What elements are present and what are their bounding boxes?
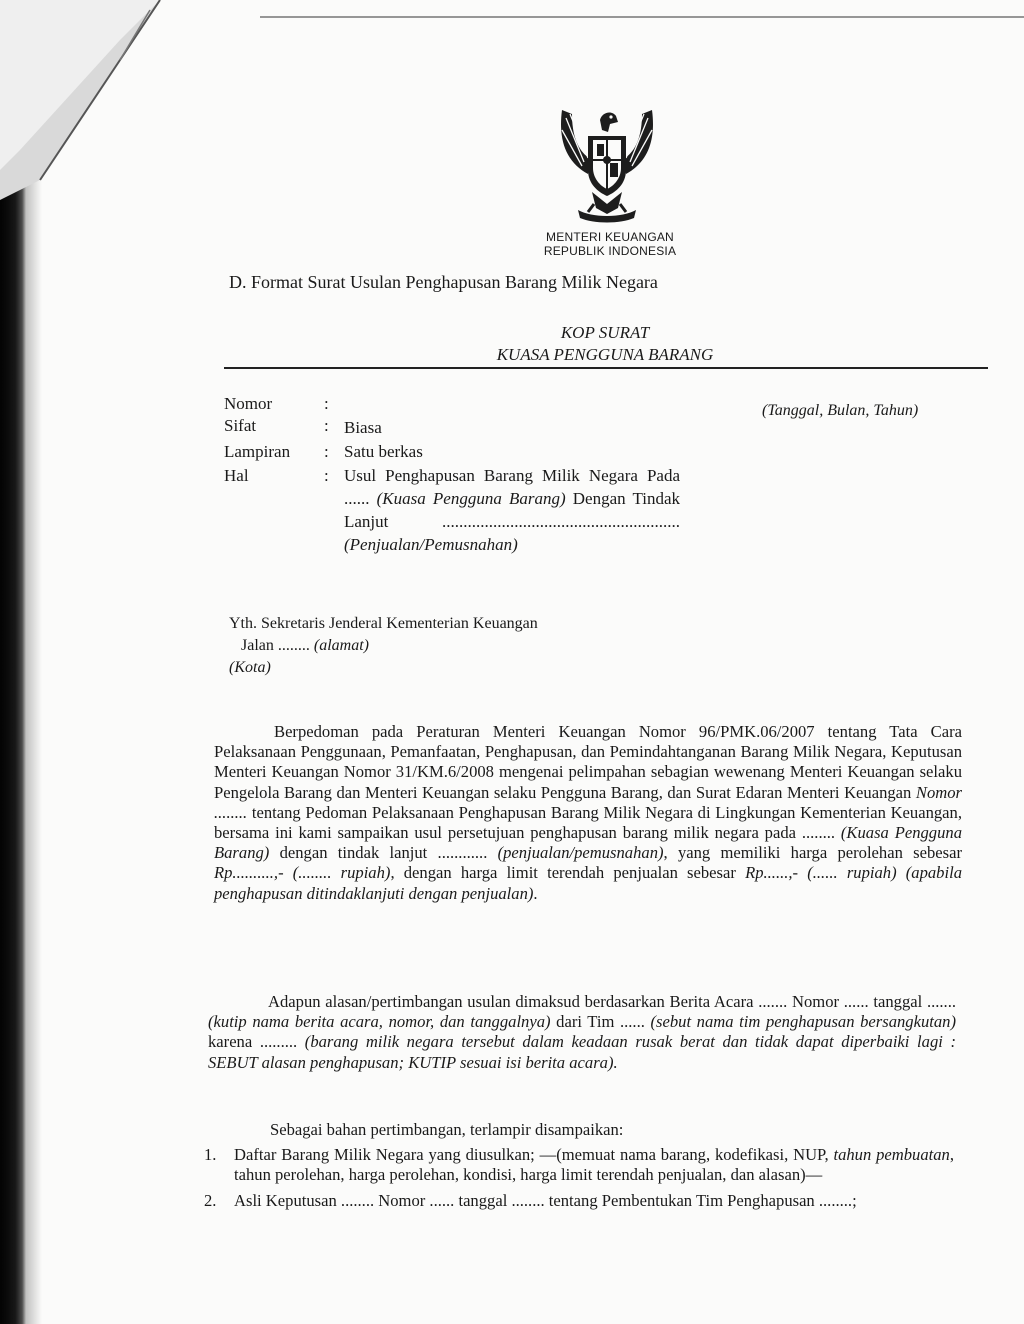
body-paragraph-3: Sebagai bahan pertimbangan, terlampir disampaikan: bbox=[270, 1120, 624, 1139]
item1-part-b: tahun pembuatan bbox=[833, 1145, 950, 1164]
p1-part-d: (Kuasa Pengguna Barang) bbox=[214, 823, 962, 863]
p1-part-i: , dengan harga limit terendah penjualan sebesar bbox=[390, 863, 746, 883]
lampiran-value: Satu berkas bbox=[344, 442, 423, 461]
lampiran-label: Lampiran bbox=[224, 442, 291, 461]
address-street-hint: (alamat) bbox=[313, 637, 369, 654]
p1-part-e: dengan tindak lanjut ............ bbox=[269, 843, 498, 863]
nomor-colon: : bbox=[324, 394, 329, 413]
section-title: D. Format Surat Usulan Penghapusan Barang Milik Negara bbox=[229, 272, 658, 292]
p1-part-c: tentang Pedoman Pelaksanaan Penghapusan Barang Milik Negara di Lingkungan Kementerian Keuangan, bersama ini kami sampaikan usul persetujuan penghapusan barang milik negara pada ........ bbox=[214, 802, 962, 843]
hal-value-part-2: (Kuasa Pengguna Barang) bbox=[376, 489, 566, 508]
p2-part-b: (kutip nama berita acara, nomor, dan tanggalnya) bbox=[208, 1012, 551, 1032]
item2-text: Asli Keputusan ........ Nomor ...... tanggal ........ tentang Pembentukan Tim Penghapusan ........; bbox=[234, 1191, 857, 1211]
item1-part-a: Daftar Barang Milik Negara yang diusulkan; —(memuat nama barang, kodefikasi, NUP, bbox=[234, 1145, 834, 1164]
address-line-1: Yth. Sekretaris Jenderal Kementerian Keuangan bbox=[229, 615, 538, 632]
list-item-number: 1. bbox=[204, 1145, 217, 1164]
ministry-line-1: MENTERI KEUANGAN bbox=[546, 230, 674, 244]
ministry-line-2: REPUBLIK INDONESIA bbox=[543, 244, 677, 258]
list-item bbox=[204, 1145, 954, 1185]
sifat-value: Biasa bbox=[344, 418, 382, 437]
folded-corner-artifact bbox=[0, 0, 200, 220]
hal-value-part-4: (Penjualan/Pemusnahan) bbox=[344, 535, 518, 554]
attachment-list bbox=[204, 1145, 954, 1218]
lampiran-colon: : bbox=[324, 442, 329, 461]
list-item-number: 2. bbox=[204, 1191, 217, 1211]
kop-line-2: KUASA PENGGUNA BARANG bbox=[496, 345, 714, 364]
p1-part-f: (penjualan/pemusnahan) bbox=[497, 843, 664, 863]
nomor-label: Nomor bbox=[224, 394, 273, 413]
p2-part-e: karena ......... bbox=[208, 1032, 305, 1052]
address-line-2 bbox=[229, 635, 538, 657]
p1-part-k: . bbox=[533, 883, 538, 903]
sifat-label: Sifat bbox=[224, 416, 257, 435]
hal-value-part-1: Usul Penghapusan Barang Milik Negara Pada ...... bbox=[344, 466, 680, 508]
hal-label: Hal bbox=[224, 466, 249, 485]
p1-part-a: Berpedoman pada Peraturan Menteri Keuangan Nomor 96/PMK.06/2007 tentang Tata Cara Pelaksanaan Penggunaan, Pemanfaatan, Penghapusan, dan Pemindahtanganan Barang Milik Negara, Keputusan Menteri Keuangan Nomor 31/KM.6/2008 mengenai pelimpahan sebagian wewenang Menteri Keuangan selaku Pengelola Barang dan Menteri Keuangan selaku Pengguna Barang, dan Surat Edaran Menteri Keuangan bbox=[214, 722, 962, 802]
garuda-emblem-icon bbox=[548, 100, 666, 228]
scan-top-line bbox=[260, 16, 1024, 18]
kop-line-1: KOP SURAT bbox=[560, 323, 650, 342]
scan-edge-gradient bbox=[0, 180, 60, 1324]
p1-part-j: Rp......,- (...... rupiah) (apabila penghapusan ditindaklanjuti dengan penjualan) bbox=[214, 863, 963, 903]
sifat-colon: : bbox=[324, 416, 329, 435]
address-street: Jalan ........ bbox=[241, 637, 314, 654]
item1-part-c: , tahun perolehan, harga perolehan, kondisi, harga limit terendah penjualan, dan alasan)— bbox=[234, 1145, 955, 1185]
ministry-heading bbox=[500, 230, 720, 258]
hal-colon: : bbox=[324, 466, 329, 485]
hal-value-part-3: Dengan Tindak Lanjut ........................................................ bbox=[344, 489, 681, 531]
letterhead-placeholder bbox=[470, 322, 740, 366]
p1-part-h: Rp..........,- (........ rupiah) bbox=[214, 863, 391, 883]
body-paragraph-1 bbox=[214, 722, 962, 904]
p2-part-f: (barang milik negara tersebut dalam keadaan rusak berat dan tidak dapat diperbaiki lagi : SEBUT alasan penghapusan; KUTIP sesuai isi berita acara). bbox=[208, 1032, 956, 1072]
letterhead-divider bbox=[224, 367, 988, 369]
p2-part-c: dari Tim ...... bbox=[550, 1012, 651, 1032]
p1-part-g: , yang memiliki harga perolehan sebesar bbox=[663, 843, 962, 863]
body-paragraph-2 bbox=[208, 992, 956, 1073]
address-line-3: (Kota) bbox=[229, 659, 271, 676]
p2-part-a: Adapun alasan/pertimbangan usulan dimaksud berdasarkan Berita Acara ....... Nomor ...... tanggal ....... bbox=[268, 992, 956, 1011]
date-placeholder: (Tanggal, Bulan, Tahun) bbox=[762, 402, 919, 419]
p2-part-d: (sebut nama tim penghapusan bersangkutan) bbox=[650, 1012, 956, 1032]
hal-value bbox=[344, 464, 680, 556]
recipient-address bbox=[229, 613, 538, 679]
list-item bbox=[204, 1191, 954, 1211]
p1-part-b: Nomor ........ bbox=[214, 782, 962, 822]
